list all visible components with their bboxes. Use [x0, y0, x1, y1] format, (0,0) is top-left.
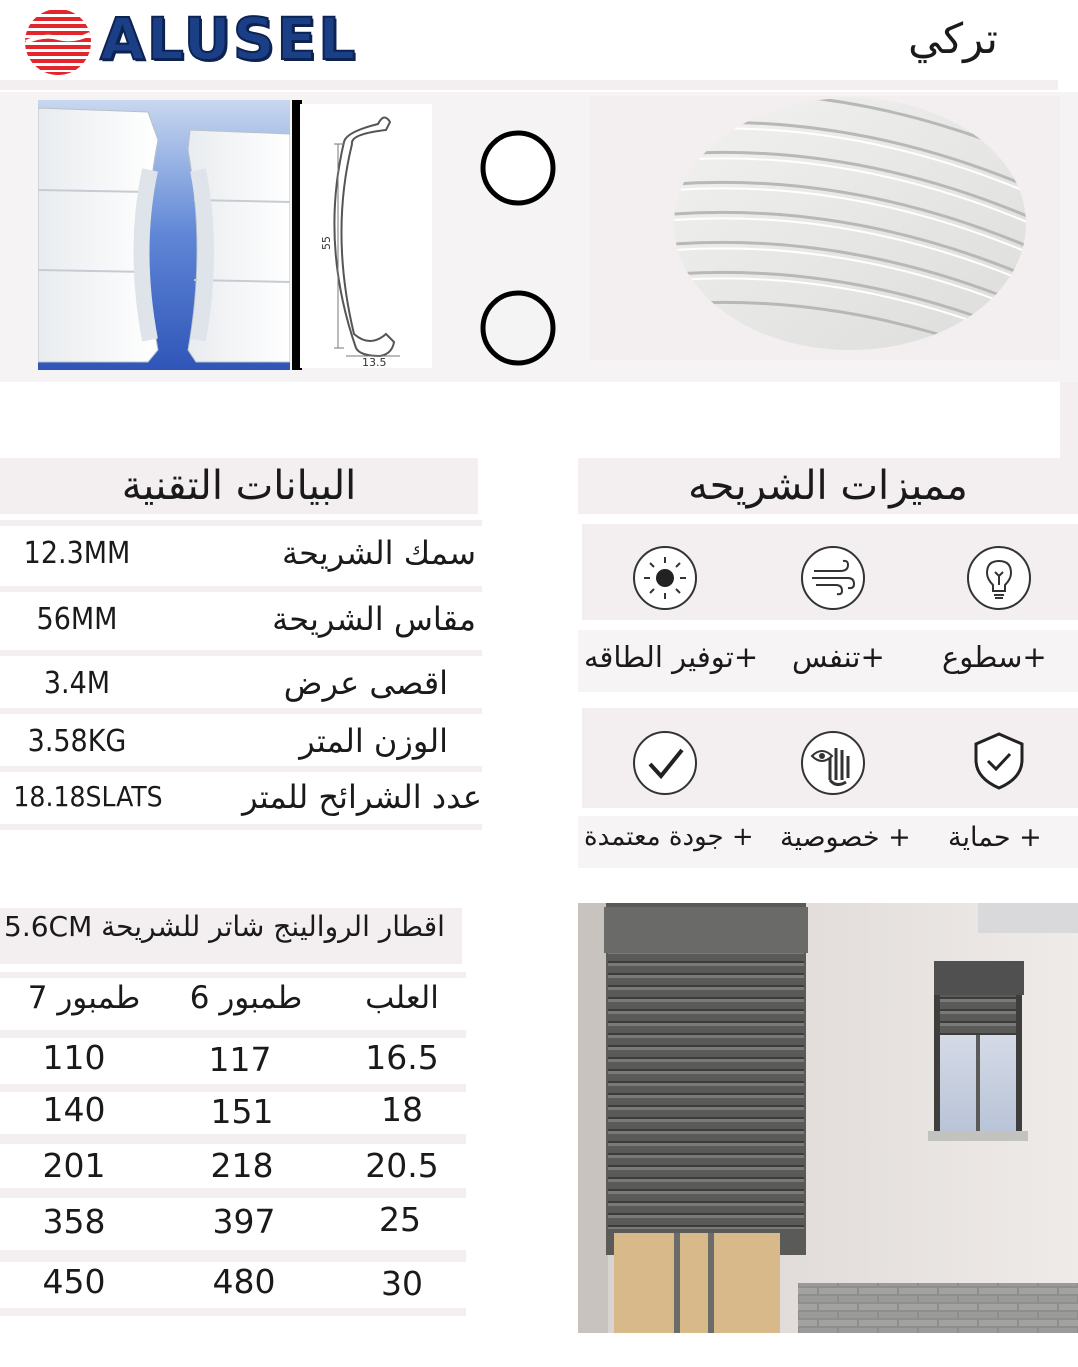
- table-cell: 140: [42, 1090, 106, 1129]
- table-band: [0, 1030, 466, 1038]
- color-swatches: [470, 120, 570, 380]
- table-cell: 480: [212, 1262, 276, 1301]
- table-cell: 110: [42, 1038, 106, 1077]
- spec-label: سمك الشريحة: [281, 534, 476, 572]
- spec-row: [0, 770, 482, 826]
- white-swatch-icon: [483, 133, 553, 203]
- header-divider: [0, 80, 1058, 90]
- table-band: [0, 1188, 466, 1198]
- table-band: [0, 1308, 466, 1316]
- features-heading: مميزات الشريحه: [688, 463, 968, 509]
- house-shutter-photo: [578, 903, 1078, 1333]
- spec-label: الوزن المتر: [299, 722, 448, 760]
- feature-label-quality: + جودة معتمدة: [584, 822, 754, 852]
- height-dimension-label: 55: [320, 236, 333, 250]
- table-cell: 218: [210, 1146, 274, 1185]
- profile-technical-drawing: [300, 104, 432, 368]
- table-cell: 117: [208, 1040, 272, 1079]
- spec-label: اقصى عرض: [283, 664, 448, 702]
- sun-icon: [632, 545, 698, 611]
- table-band: [0, 1250, 466, 1262]
- table-header-tube7: طمبور 7: [27, 980, 141, 1016]
- width-dimension-label: 13.5: [362, 356, 387, 368]
- feature-label-privacy: + خصوصية: [780, 822, 911, 853]
- origin-title: تركي: [908, 14, 998, 63]
- feature-label-brightness: +سطوع: [942, 640, 1047, 674]
- checkmark-icon: [632, 730, 698, 796]
- right-frame: [1060, 382, 1078, 460]
- spec-label: عدد الشرائح للمتر: [242, 778, 482, 816]
- spec-row-band: [0, 824, 482, 830]
- spec-value: 18.18SLATS: [13, 780, 163, 813]
- eye-hand-icon: [800, 730, 866, 796]
- bulb-icon: [966, 545, 1032, 611]
- spec-value: 12.3MM: [23, 536, 131, 571]
- spec-value: 3.58KG: [27, 724, 127, 759]
- globe-logo-icon: [24, 8, 92, 76]
- feature-label-ventilation: +تنفس: [792, 640, 885, 674]
- diameter-table-title: اقطار الروالينج شاتر للشريحة 5.6CM: [4, 910, 445, 943]
- table-header-tube6: طمبور 6: [189, 980, 303, 1016]
- table-header-box: العلب: [365, 980, 439, 1016]
- table-cell: 18: [381, 1090, 423, 1129]
- table-cell: 450: [42, 1262, 106, 1301]
- slat-profile-photo: [38, 100, 290, 370]
- brand-logo-text: ALUSEL: [100, 5, 358, 73]
- offwhite-swatch-icon: [483, 293, 553, 363]
- feature-label-energy-saving: +توفير الطاقه: [584, 640, 759, 674]
- spec-value: 3.4M: [43, 666, 111, 701]
- feature-label-protection: + حماية: [948, 822, 1042, 853]
- table-cell: 358: [42, 1202, 106, 1241]
- spec-label: مقاس الشريحة: [272, 600, 476, 638]
- table-band: [0, 972, 466, 978]
- spec-row: [0, 656, 482, 712]
- shield-check-icon: [966, 728, 1032, 794]
- table-cell: 397: [212, 1202, 276, 1241]
- table-cell: 16.5: [365, 1038, 439, 1077]
- spec-row: [0, 526, 482, 582]
- table-band: [0, 1134, 466, 1144]
- technical-data-heading: البيانات التقنية: [121, 463, 357, 509]
- table-cell: 30: [381, 1264, 423, 1303]
- table-cell: 20.5: [365, 1146, 439, 1185]
- spec-row: [0, 592, 482, 648]
- spec-value: 56MM: [36, 602, 118, 637]
- table-cell: 201: [42, 1146, 106, 1185]
- wind-icon: [800, 545, 866, 611]
- table-cell: 25: [379, 1200, 421, 1239]
- spec-row: [0, 714, 482, 770]
- slat-surface-photo: [590, 96, 1060, 360]
- table-cell: 151: [210, 1092, 274, 1131]
